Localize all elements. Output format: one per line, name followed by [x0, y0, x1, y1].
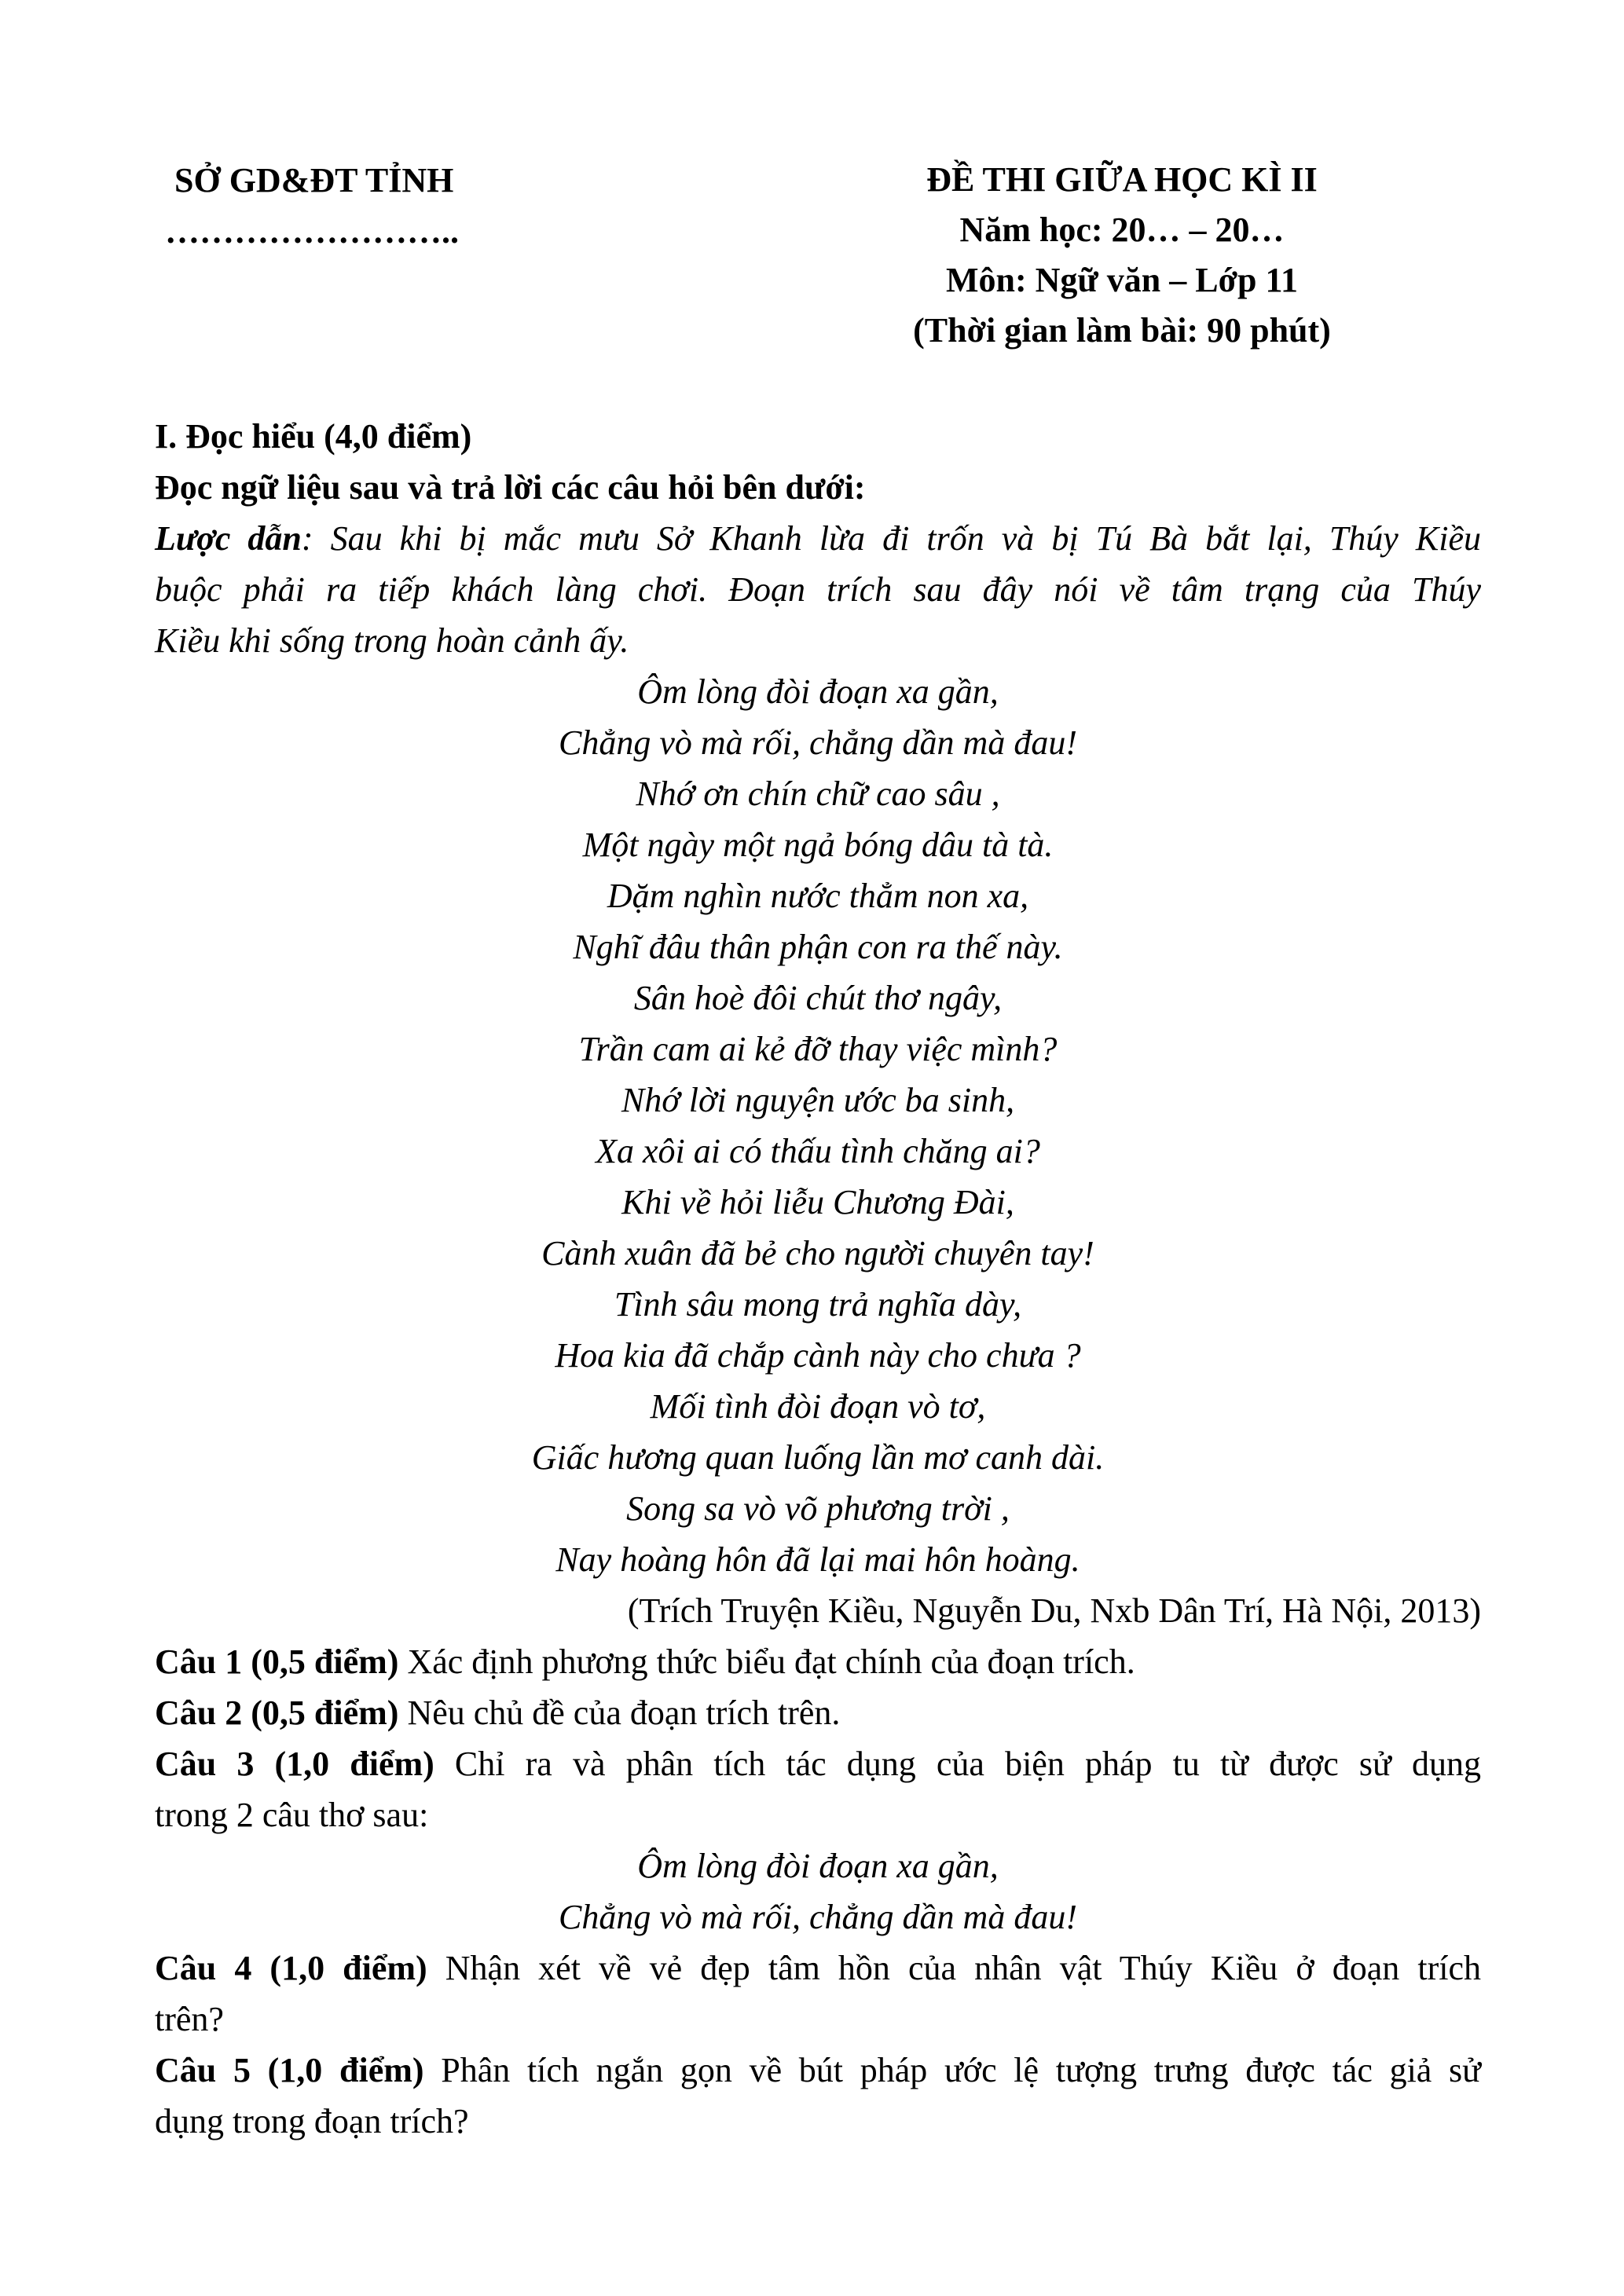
- poem-line: Sân hoè đôi chút thơ ngây,: [633, 979, 1003, 1017]
- question-line: [155, 1738, 1481, 1789]
- duration: (Thời gian làm bài: 90 phút): [913, 311, 1331, 350]
- poem-line: Hoa kia đã chắp cành này cho chưa ?: [555, 1336, 1081, 1375]
- poem-line: Trần cam ai kẻ đỡ thay việc mình?: [578, 1030, 1058, 1068]
- question-line: [155, 1943, 1481, 1994]
- poem-line: Song sa vò võ phương trời ,: [626, 1489, 1010, 1528]
- question-text: Xác định phương thức biểu đạt chính của đoạn trích.: [398, 1642, 1135, 1681]
- verse-line: Chẳng vò mà rối, chẳng dần mà đau!: [559, 1898, 1077, 1936]
- summary-text: : Sau khi bị mắc mưu Sở Khanh lừa đi trốn và bị Tú Bà bắt lại, Thúy Kiều: [301, 519, 1481, 558]
- question-label: Câu 3 (1,0 điểm): [155, 1745, 434, 1783]
- poem-line: Nhớ ơn chín chữ cao sâu ,: [636, 774, 1000, 813]
- section-title: I. Đọc hiểu (4,0 điểm): [155, 417, 472, 456]
- question-text: Phân tích ngắn gọn về bút pháp ước lệ tượng trưng được tác giả sử: [423, 2051, 1481, 2089]
- poem: [155, 666, 1481, 1585]
- verse-line: Ôm lòng đòi đoạn xa gần,: [637, 1847, 999, 1885]
- poem-line: Mối tình đòi đoạn vò tơ,: [650, 1387, 986, 1426]
- question-1: [155, 1636, 1481, 1687]
- exam-header: [808, 155, 1436, 356]
- question-line: trên?: [155, 2000, 224, 2038]
- poem-line: Chẳng vò mà rối, chẳng dần mà đau!: [559, 723, 1077, 762]
- summary-line: Kiều khi sống trong hoàn cảnh ấy.: [155, 621, 629, 660]
- citation: (Trích Truyện Kiều, Nguyễn Du, Nxb Dân Trí, Hà Nội, 2013): [627, 1591, 1481, 1630]
- question-line: dụng trong đoạn trích?: [155, 2102, 469, 2140]
- question-2: [155, 1687, 1481, 1738]
- question-label: Câu 5 (1,0 điểm): [155, 2051, 424, 2089]
- instruction: Đọc ngữ liệu sau và trả lời các câu hỏi bên dưới:: [155, 468, 866, 507]
- school-year: Năm học: 20… – 20…: [959, 211, 1285, 249]
- poem-line: Giấc hương quan luống lần mơ canh dài.: [531, 1438, 1105, 1477]
- exam-body: [155, 411, 1481, 2147]
- question-line: trong 2 câu thơ sau:: [155, 1796, 429, 1834]
- summary-label: Lược dẫn: [155, 519, 302, 558]
- question-label: Câu 2 (0,5 điểm): [155, 1694, 399, 1732]
- exam-title: ĐỀ THI GIỮA HỌC KÌ II: [926, 160, 1318, 199]
- department-name: SỞ GD&ĐT TỈNH: [174, 161, 454, 200]
- poem-line: Cành xuân đã bẻ cho người chuyên tay!: [541, 1234, 1094, 1273]
- question-label: Câu 4 (1,0 điểm): [155, 1949, 427, 1987]
- question-5: [155, 2045, 1481, 2147]
- question-3: [155, 1738, 1481, 1943]
- department-blank: ……………………..: [165, 212, 459, 251]
- question-line: [155, 2045, 1481, 2096]
- poem-line: Xa xôi ai có thấu tình chăng ai?: [596, 1132, 1040, 1170]
- question-label: Câu 1 (0,5 điểm): [155, 1642, 399, 1681]
- subject: Môn: Ngữ văn – Lớp 11: [945, 261, 1299, 299]
- poem-line: Nghĩ đâu thân phận con ra thế này.: [573, 928, 1063, 966]
- poem-line: Một ngày một ngả bóng dâu tà tà.: [582, 826, 1054, 864]
- question-text: Chỉ ra và phân tích tác dụng của biện pháp tu từ được sử dụng: [434, 1745, 1482, 1783]
- question-text: Nhận xét về vẻ đẹp tâm hồn của nhân vật Thúy Kiều ở đoạn trích: [427, 1949, 1481, 1987]
- summary-line: [155, 513, 1481, 564]
- question-4: [155, 1943, 1481, 2045]
- department-header: [165, 155, 459, 257]
- poem-line: Tình sâu mong trả nghĩa dày,: [614, 1285, 1022, 1324]
- poem-line: Ôm lòng đòi đoạn xa gần,: [637, 672, 999, 711]
- poem-line: Khi về hỏi liễu Chương Đài,: [621, 1183, 1014, 1221]
- question-text: Nêu chủ đề của đoạn trích trên.: [398, 1694, 841, 1732]
- poem-line: Dặm nghìn nước thẳm non xa,: [607, 877, 1029, 915]
- quoted-verse: [155, 1840, 1481, 1943]
- poem-line: Nay hoàng hôn đã lại mai hôn hoàng.: [555, 1540, 1080, 1579]
- poem-line: Nhớ lời nguyện ước ba sinh,: [621, 1081, 1015, 1119]
- question-line: [155, 1687, 1481, 1738]
- question-line: [155, 1636, 1481, 1687]
- question-list: [155, 1636, 1481, 2147]
- summary-line: buộc phải ra tiếp khách làng chơi. Đoạn trích sau đây nói về tâm trạng của Thúy: [155, 570, 1481, 609]
